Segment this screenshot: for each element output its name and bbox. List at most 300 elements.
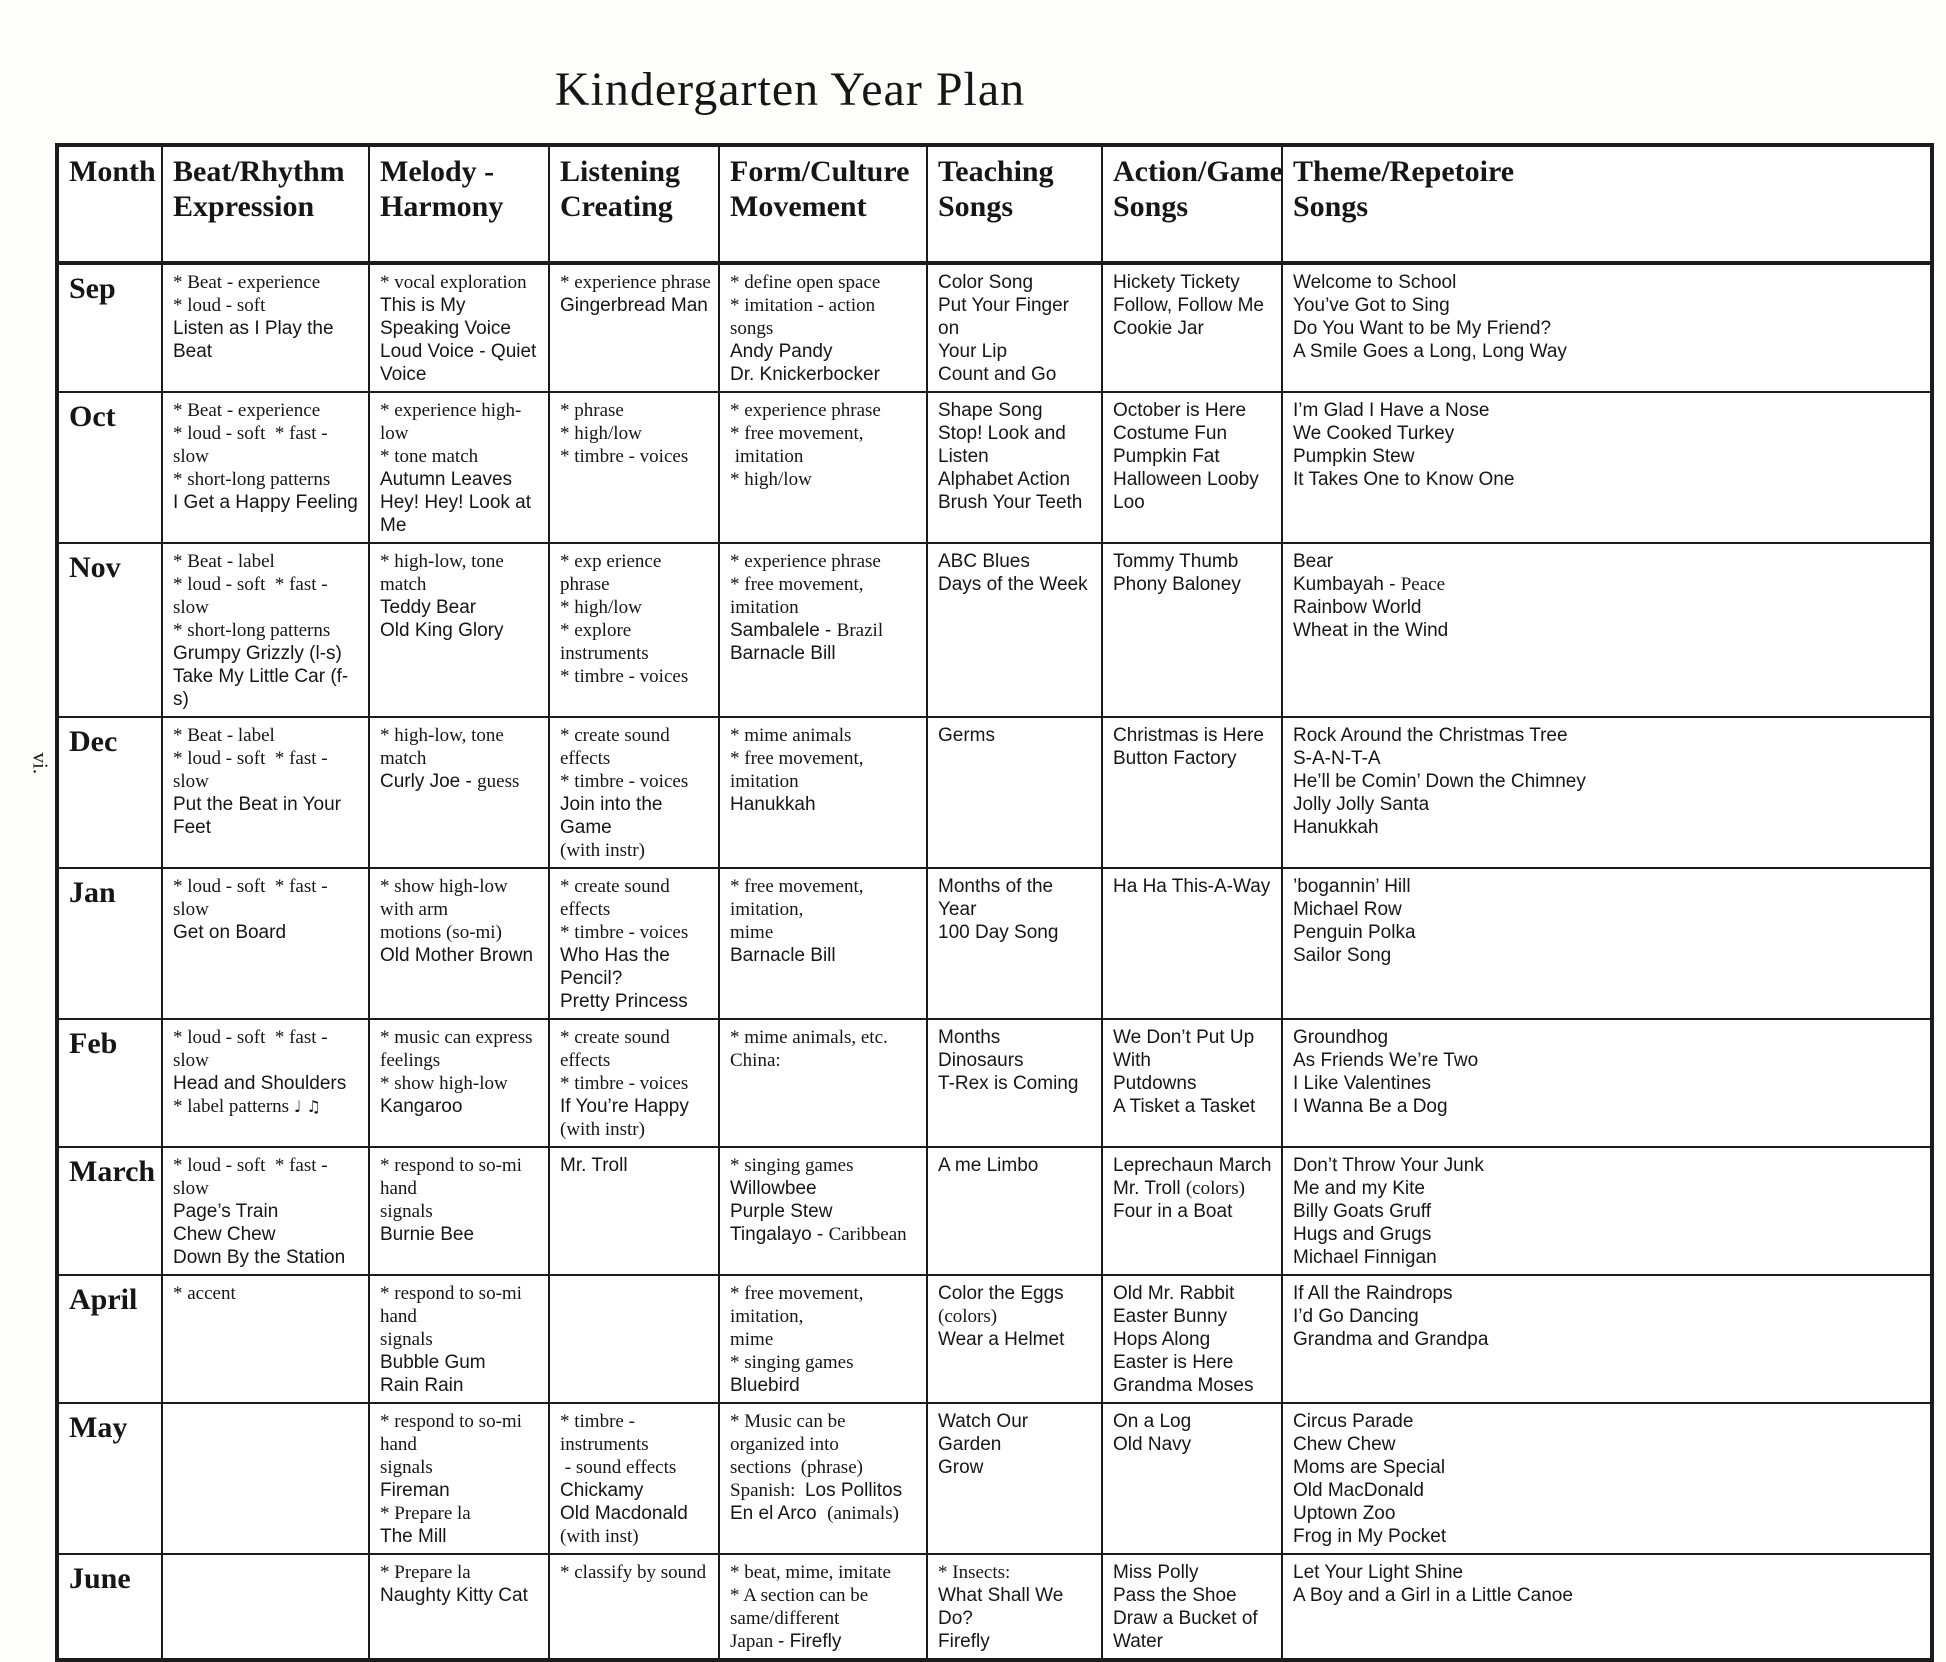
cell-line: Who Has the Pencil? xyxy=(560,945,676,989)
cell-line: Costume Fun xyxy=(1113,423,1228,444)
cell-line: Do You Want to be My Friend? xyxy=(1293,318,1552,339)
cell-line: Bluebird xyxy=(730,1375,800,1396)
cell-line: * define open space xyxy=(730,272,881,293)
cell-line: Old King Glory xyxy=(380,620,504,641)
month-cell xyxy=(57,543,162,717)
cell-form-culture-movement xyxy=(719,1554,927,1660)
cell-line: * experience phrase xyxy=(560,272,711,293)
column-header-listening-creating: Listening Creating xyxy=(549,145,719,263)
cell-line: * respond to so-mi hand xyxy=(380,1283,527,1327)
month-label: Feb xyxy=(69,1027,118,1060)
cell-theme-repetoire-songs xyxy=(1282,1019,1932,1147)
cell-line: * experience high-low xyxy=(380,400,522,444)
cell-action-game-songs xyxy=(1102,263,1282,392)
cell-line: * respond to so-mi hand xyxy=(380,1411,527,1455)
cell-line: I Get a Happy Feeling xyxy=(173,492,358,513)
cell-theme-repetoire-songs xyxy=(1282,1147,1932,1275)
cell-line: I’d Go Dancing xyxy=(1293,1306,1419,1327)
cell-listening-creating xyxy=(549,392,719,543)
cell-line: Pretty Princess xyxy=(560,991,688,1012)
cell-line: If You’re Happy xyxy=(560,1096,689,1117)
cell-teaching-songs xyxy=(927,263,1102,392)
cell-line: Hugs and Grugs xyxy=(1293,1224,1432,1245)
cell-line: * loud - soft xyxy=(173,295,266,316)
cell-line: * singing games xyxy=(730,1352,854,1373)
cell-melody-harmony xyxy=(369,868,549,1019)
cell-line: feelings xyxy=(380,1050,441,1071)
cell-line: A Boy and a Girl in a Little Canoe xyxy=(1293,1585,1573,1606)
cell-line: * loud - soft * fast - slow xyxy=(173,574,333,618)
month-label: Oct xyxy=(69,400,116,433)
cell-line: (with instr) xyxy=(560,840,645,861)
cell-line: Moms are Special xyxy=(1293,1457,1446,1478)
cell-line: Old Mr. Rabbit xyxy=(1113,1283,1235,1304)
cell-melody-harmony xyxy=(369,1019,549,1147)
cell-melody-harmony xyxy=(369,717,549,868)
cell-line: Let Your Light Shine xyxy=(1293,1562,1464,1583)
cell-line: Hanukkah xyxy=(1293,817,1379,838)
cell-line: * respond to so-mi hand xyxy=(380,1155,527,1199)
cell-line: * timbre - voices xyxy=(560,666,689,687)
cell-teaching-songs xyxy=(927,1275,1102,1403)
cell-melody-harmony xyxy=(369,392,549,543)
cell-line: We Cooked Turkey xyxy=(1293,423,1455,444)
cell-line: This is My Speaking Voice xyxy=(380,295,511,339)
cell-listening-creating xyxy=(549,1554,719,1660)
cell-listening-creating xyxy=(549,543,719,717)
cell-line: Gingerbread Man xyxy=(560,295,708,316)
cell-line: What Shall We Do? xyxy=(938,1585,1069,1629)
cell-line: * phrase xyxy=(560,400,624,421)
cell-line: A Tisket a Tasket xyxy=(1113,1096,1256,1117)
cell-action-game-songs xyxy=(1102,868,1282,1019)
cell-form-culture-movement xyxy=(719,868,927,1019)
cell-form-culture-movement xyxy=(719,392,927,543)
cell-line: Grandma and Grandpa xyxy=(1293,1329,1489,1350)
cell-line: * accent xyxy=(173,1283,236,1304)
cell-form-culture-movement xyxy=(719,1275,927,1403)
cell-line: Chew Chew xyxy=(173,1224,276,1245)
cell-line: mime xyxy=(730,1329,774,1350)
cell-line: Page’s Train xyxy=(173,1201,279,1222)
cell-line: Months xyxy=(938,1027,1001,1048)
cell-action-game-songs xyxy=(1102,1275,1282,1403)
cell-line: * high/low xyxy=(560,597,642,618)
cell-line: Hey! Hey! Look at Me xyxy=(380,492,537,536)
cell-line: * Music can be organized into xyxy=(730,1411,851,1455)
cell-line: Miss Polly xyxy=(1113,1562,1199,1583)
cell-line: * timbre - voices xyxy=(560,1073,689,1094)
month-label: Dec xyxy=(69,725,118,758)
cell-line: October is Here xyxy=(1113,400,1247,421)
cell-line: Head and Shoulders xyxy=(173,1073,347,1094)
cell-line: Tingalayo - Caribbean xyxy=(730,1224,907,1245)
cell-line: Put Your Finger on xyxy=(938,295,1075,339)
month-cell xyxy=(57,1147,162,1275)
cell-line: * mime animals xyxy=(730,725,852,746)
cell-beat-rhythm-expression xyxy=(162,263,369,392)
table-row-april xyxy=(57,1275,1932,1403)
month-cell xyxy=(57,717,162,868)
month-label: Sep xyxy=(69,272,116,305)
cell-line: Wear a Helmet xyxy=(938,1329,1065,1350)
cell-line: Groundhog xyxy=(1293,1027,1389,1048)
cell-line: Sambalele - Brazil xyxy=(730,620,884,641)
cell-line: Easter Bunny Hops Along xyxy=(1113,1306,1233,1350)
cell-melody-harmony xyxy=(369,1147,549,1275)
cell-line: Bubble Gum xyxy=(380,1352,486,1373)
cell-theme-repetoire-songs xyxy=(1282,543,1932,717)
cell-line: Christmas is Here xyxy=(1113,725,1264,746)
cell-line: Rain Rain xyxy=(380,1375,464,1396)
column-header-beat-rhythm-expression: Beat/Rhythm Expression xyxy=(162,145,369,263)
cell-line: * Beat - label xyxy=(173,725,275,746)
table-row-sep xyxy=(57,263,1932,392)
cell-line: * Beat - label xyxy=(173,551,275,572)
table-row-june xyxy=(57,1554,1932,1660)
cell-line: Easter is Here xyxy=(1113,1352,1234,1373)
cell-line: Get on Board xyxy=(173,922,287,943)
cell-line: Watch Our Garden xyxy=(938,1411,1034,1455)
cell-line: Days of the Week xyxy=(938,574,1088,595)
cell-line: * free movement, imitation xyxy=(730,748,869,792)
cell-line: signals xyxy=(380,1201,433,1222)
cell-line: Burnie Bee xyxy=(380,1224,475,1245)
cell-line: Welcome to School xyxy=(1293,272,1457,293)
cell-line: * tone match xyxy=(380,446,479,467)
table-header xyxy=(57,145,1932,263)
cell-line: sections (phrase) xyxy=(730,1457,863,1478)
page-title: Kindergarten Year Plan xyxy=(554,63,1026,117)
cell-line: * Beat - experience xyxy=(173,400,321,421)
cell-melody-harmony xyxy=(369,263,549,392)
cell-line: Old Macdonald xyxy=(560,1503,688,1524)
cell-line: Rainbow World xyxy=(1293,597,1422,618)
cell-line: Michael Row xyxy=(1293,899,1402,920)
cell-beat-rhythm-expression xyxy=(162,1147,369,1275)
cell-line: Purple Stew xyxy=(730,1201,833,1222)
cell-line: * free movement, imitation, xyxy=(730,876,869,920)
table-row-may xyxy=(57,1403,1932,1554)
cell-line: Circus Parade xyxy=(1293,1411,1414,1432)
cell-line: * timbre - voices xyxy=(560,446,689,467)
cell-line: Four in a Boat xyxy=(1113,1201,1233,1222)
cell-line: Leprechaun March xyxy=(1113,1155,1272,1176)
cell-line: Autumn Leaves xyxy=(380,469,513,490)
cell-form-culture-movement xyxy=(719,543,927,717)
cell-line: Old Mother Brown xyxy=(380,945,534,966)
month-label: Nov xyxy=(69,551,121,584)
cell-line: * short-long patterns xyxy=(173,469,331,490)
column-header-form-culture-movement: Form/Culture Movement xyxy=(719,145,927,263)
cell-line: * explore instruments xyxy=(560,620,649,664)
table-row-dec xyxy=(57,717,1932,868)
cell-line: Listen as I Play the Beat xyxy=(173,318,339,362)
cell-line: Brush Your Teeth xyxy=(938,492,1083,513)
cell-line: * loud - soft * fast - slow xyxy=(173,1027,333,1071)
cell-form-culture-movement xyxy=(719,1147,927,1275)
cell-line: Grumpy Grizzly (l-s) xyxy=(173,643,342,664)
cell-line: * show high-low xyxy=(380,1073,508,1094)
month-cell xyxy=(57,1554,162,1660)
cell-teaching-songs xyxy=(927,1147,1102,1275)
cell-line: Firefly xyxy=(938,1631,990,1652)
year-plan-table xyxy=(55,143,1934,1662)
cell-line: Dinosaurs xyxy=(938,1050,1024,1071)
cell-line: Mr. Troll (colors) xyxy=(1113,1178,1245,1199)
cell-theme-repetoire-songs xyxy=(1282,392,1932,543)
cell-form-culture-movement xyxy=(719,1403,927,1554)
cell-line: * imitation - action songs xyxy=(730,295,880,339)
header-row xyxy=(57,145,1932,263)
cell-action-game-songs xyxy=(1102,392,1282,543)
cell-line: Color the Eggs (colors) xyxy=(938,1283,1075,1327)
cell-line: * free movement, xyxy=(730,423,864,444)
cell-line: Teddy Bear xyxy=(380,597,477,618)
cell-melody-harmony xyxy=(369,1554,549,1660)
cell-theme-repetoire-songs xyxy=(1282,868,1932,1019)
cell-line: Hickety Tickety xyxy=(1113,272,1240,293)
cell-beat-rhythm-expression xyxy=(162,392,369,543)
cell-line: Alphabet Action xyxy=(938,469,1071,490)
cell-line: Penguin Polka xyxy=(1293,922,1416,943)
cell-beat-rhythm-expression xyxy=(162,1554,369,1660)
cell-line: * create sound effects xyxy=(560,725,675,769)
cell-line: Join into the Game xyxy=(560,794,668,838)
cell-line: 100 Day Song xyxy=(938,922,1059,943)
cell-line: * loud - soft * fast - slow xyxy=(173,748,333,792)
cell-line: As Friends We’re Two xyxy=(1293,1050,1479,1071)
cell-beat-rhythm-expression xyxy=(162,543,369,717)
cell-line: Cookie Jar xyxy=(1113,318,1204,339)
cell-line: * show high-low with arm xyxy=(380,876,513,920)
column-header-melody-harmony: Melody - Harmony xyxy=(369,145,549,263)
cell-line: T-Rex is Coming xyxy=(938,1073,1079,1094)
cell-line: The Mill xyxy=(380,1526,447,1547)
cell-line: Dr. Knickerbocker xyxy=(730,364,880,385)
cell-line: Rock Around the Christmas Tree xyxy=(1293,725,1568,746)
table-row-oct xyxy=(57,392,1932,543)
cell-line: Billy Goats Gruff xyxy=(1293,1201,1431,1222)
cell-teaching-songs xyxy=(927,717,1102,868)
cell-line: * loud - soft * fast - slow xyxy=(173,1155,333,1199)
cell-line: Chew Chew xyxy=(1293,1434,1396,1455)
cell-theme-repetoire-songs xyxy=(1282,717,1932,868)
cell-beat-rhythm-expression xyxy=(162,717,369,868)
cell-line: * timbre - voices xyxy=(560,771,689,792)
cell-theme-repetoire-songs xyxy=(1282,1275,1932,1403)
cell-line: Kumbayah - Peace xyxy=(1293,574,1446,595)
cell-line: Months of the Year xyxy=(938,876,1059,920)
cell-line: * high/low xyxy=(730,469,812,490)
cell-line: Barnacle Bill xyxy=(730,643,836,664)
cell-line: Fireman xyxy=(380,1480,450,1501)
column-header-teaching-songs: Teaching Songs xyxy=(927,145,1102,263)
cell-listening-creating xyxy=(549,263,719,392)
column-header-month: Month xyxy=(57,145,162,263)
cell-line: * beat, mime, imitate xyxy=(730,1562,891,1583)
cell-line: Tommy Thumb xyxy=(1113,551,1239,572)
cell-line: ’bogannin’ Hill xyxy=(1293,876,1411,897)
cell-line: Putdowns xyxy=(1113,1073,1197,1094)
cell-line: Draw a Bucket of Water xyxy=(1113,1608,1263,1652)
month-label: June xyxy=(69,1562,131,1595)
month-label: Jan xyxy=(69,876,116,909)
cell-melody-harmony xyxy=(369,543,549,717)
cell-line: Count and Go xyxy=(938,364,1057,385)
cell-line: China: xyxy=(730,1050,781,1071)
month-cell xyxy=(57,392,162,543)
cell-line: * Prepare la xyxy=(380,1503,471,1524)
table-row-nov xyxy=(57,543,1932,717)
month-cell xyxy=(57,1403,162,1554)
cell-line: * Beat - experience xyxy=(173,272,321,293)
cell-line: I Wanna Be a Dog xyxy=(1293,1096,1448,1117)
cell-line: Grandma Moses xyxy=(1113,1375,1254,1396)
cell-line: Kangaroo xyxy=(380,1096,463,1117)
cell-line: Uptown Zoo xyxy=(1293,1503,1396,1524)
cell-line: Don’t Throw Your Junk xyxy=(1293,1155,1484,1176)
cell-line: Halloween Looby Loo xyxy=(1113,469,1265,513)
cell-line: You’ve Got to Sing xyxy=(1293,295,1450,316)
cell-line: Naughty Kitty Cat xyxy=(380,1585,528,1606)
cell-line: Take My Little Car (f-s) xyxy=(173,666,349,710)
cell-line: Follow, Follow Me xyxy=(1113,295,1264,316)
cell-line: Color Song xyxy=(938,272,1034,293)
cell-line: * free movement, imitation, xyxy=(730,1283,869,1327)
cell-melody-harmony xyxy=(369,1275,549,1403)
cell-line: Old Navy xyxy=(1113,1434,1192,1455)
cell-line: I Like Valentines xyxy=(1293,1073,1432,1094)
cell-line: Sailor Song xyxy=(1293,945,1392,966)
cell-line: Chickamy xyxy=(560,1480,644,1501)
cell-line: Andy Pandy xyxy=(730,341,833,362)
cell-teaching-songs xyxy=(927,1403,1102,1554)
table-row-jan xyxy=(57,868,1932,1019)
cell-teaching-songs xyxy=(927,392,1102,543)
cell-line: Grow xyxy=(938,1457,984,1478)
cell-line: Frog in My Pocket xyxy=(1293,1526,1447,1547)
cell-line: A me Limbo xyxy=(938,1155,1039,1176)
cell-teaching-songs xyxy=(927,1019,1102,1147)
cell-line: S-A-N-T-A xyxy=(1293,748,1381,769)
cell-line: Bear xyxy=(1293,551,1334,572)
cell-line: ABC Blues xyxy=(938,551,1030,572)
cell-line: * high-low, tone match xyxy=(380,551,509,595)
column-header-action-game-songs: Action/Game Songs xyxy=(1102,145,1282,263)
cell-line: signals xyxy=(380,1457,433,1478)
cell-line: Mr. Troll xyxy=(560,1155,628,1176)
cell-beat-rhythm-expression xyxy=(162,868,369,1019)
cell-action-game-songs xyxy=(1102,1403,1282,1554)
cell-line: A Smile Goes a Long, Long Way xyxy=(1293,341,1567,362)
cell-line: Old MacDonald xyxy=(1293,1480,1424,1501)
cell-line: Me and my Kite xyxy=(1293,1178,1425,1199)
cell-line: * Insects: xyxy=(938,1562,1011,1583)
cell-line: * high/low xyxy=(560,423,642,444)
cell-line: Wheat in the Wind xyxy=(1293,620,1449,641)
cell-line: Germs xyxy=(938,725,995,746)
table-body xyxy=(57,263,1932,1660)
table-row-feb xyxy=(57,1019,1932,1147)
cell-theme-repetoire-songs xyxy=(1282,263,1932,392)
cell-line: Stop! Look and Listen xyxy=(938,423,1072,467)
month-cell xyxy=(57,1019,162,1147)
cell-line: * exp erience phrase xyxy=(560,551,667,595)
cell-line: * short-long patterns xyxy=(173,620,331,641)
cell-line: Willowbee xyxy=(730,1178,817,1199)
month-label: April xyxy=(69,1283,138,1316)
cell-line: Phony Baloney xyxy=(1113,574,1241,595)
cell-line: * classify by sound xyxy=(560,1562,707,1583)
month-label: March xyxy=(69,1155,156,1188)
cell-listening-creating xyxy=(549,868,719,1019)
cell-line: * timbre - instruments xyxy=(560,1411,649,1455)
cell-line: * singing games xyxy=(730,1155,854,1176)
cell-action-game-songs xyxy=(1102,1019,1282,1147)
cell-line: Barnacle Bill xyxy=(730,945,836,966)
cell-line: mime xyxy=(730,922,774,943)
cell-line: Hanukkah xyxy=(730,794,816,815)
cell-line: * free movement, imitation xyxy=(730,574,869,618)
cell-line: - sound effects xyxy=(560,1457,677,1478)
table-row-march xyxy=(57,1147,1932,1275)
cell-line: Down By the Station xyxy=(173,1247,346,1268)
cell-line: * label patterns ♩ ♫ xyxy=(173,1096,321,1117)
cell-melody-harmony xyxy=(369,1403,549,1554)
cell-line: If All the Raindrops xyxy=(1293,1283,1453,1304)
cell-line: Pumpkin Fat xyxy=(1113,446,1220,467)
cell-line: * experience phrase xyxy=(730,551,881,572)
cell-line: On a Log xyxy=(1113,1411,1192,1432)
cell-line: Jolly Jolly Santa xyxy=(1293,794,1430,815)
page-number-label: vi. xyxy=(28,752,53,775)
cell-line: Michael Finnigan xyxy=(1293,1247,1437,1268)
month-label: May xyxy=(69,1411,128,1444)
cell-teaching-songs xyxy=(927,1554,1102,1660)
cell-listening-creating xyxy=(549,1275,719,1403)
cell-line: He’ll be Comin’ Down the Chimney xyxy=(1293,771,1586,792)
cell-line: * A section can be same/different xyxy=(730,1585,873,1629)
cell-line: * loud - soft * fast - slow xyxy=(173,423,333,467)
column-header-theme-repetoire-songs: Theme/Repetoire Songs xyxy=(1282,145,1932,263)
cell-line: imitation xyxy=(730,446,804,467)
month-cell xyxy=(57,263,162,392)
cell-beat-rhythm-expression xyxy=(162,1019,369,1147)
cell-line: It Takes One to Know One xyxy=(1293,469,1515,490)
cell-line: Ha Ha This-A-Way xyxy=(1113,876,1271,897)
cell-line: Put the Beat in Your Feet xyxy=(173,794,347,838)
cell-beat-rhythm-expression xyxy=(162,1275,369,1403)
cell-line: * mime animals, etc. xyxy=(730,1027,888,1048)
cell-line: Shape Song xyxy=(938,400,1043,421)
cell-line: Pass the Shoe xyxy=(1113,1585,1237,1606)
cell-line: We Don’t Put Up With xyxy=(1113,1027,1260,1071)
cell-line: En el Arco (animals) xyxy=(730,1503,899,1524)
cell-listening-creating xyxy=(549,1019,719,1147)
cell-listening-creating xyxy=(549,1403,719,1554)
cell-line: Loud Voice - Quiet Voice xyxy=(380,341,542,385)
cell-beat-rhythm-expression xyxy=(162,1403,369,1554)
cell-line: * high-low, tone match xyxy=(380,725,509,769)
cell-teaching-songs xyxy=(927,543,1102,717)
cell-line: Japan - Firefly xyxy=(730,1631,842,1652)
cell-action-game-songs xyxy=(1102,1147,1282,1275)
cell-line: * Prepare la xyxy=(380,1562,471,1583)
cell-line: * create sound effects xyxy=(560,1027,675,1071)
cell-line: signals xyxy=(380,1329,433,1350)
cell-line: * music can express xyxy=(380,1027,533,1048)
